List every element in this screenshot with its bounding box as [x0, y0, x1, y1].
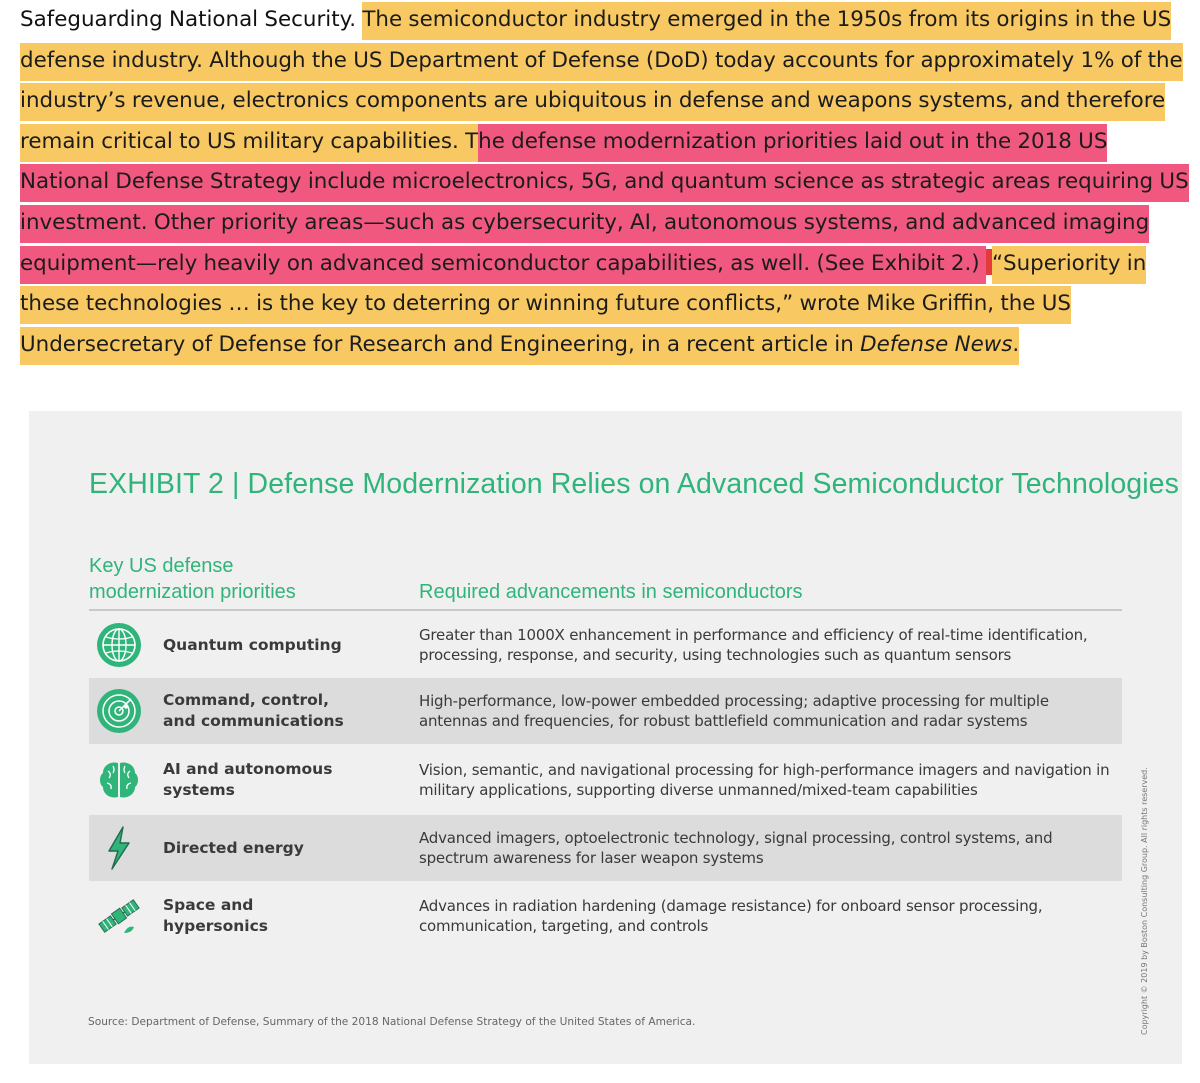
highlight-yellow-2: Superiority in these technologies … is the key to deterring or winning future conflicts,” wrote Mike Griffin, the US Undersecretary of Defense for Research and Engineering, in a recent article in	[20, 246, 1146, 365]
priority-label: Directed energy	[163, 838, 304, 857]
brain-icon	[96, 757, 142, 803]
priority-label: Quantum computing	[163, 635, 342, 654]
exhibit-panel	[29, 411, 1182, 1064]
source-note: Source: Department of Defense, Summary of the 2018 National Defense Strategy of the United States of America.	[88, 1016, 696, 1028]
lead-period: .	[349, 7, 357, 32]
header-divider	[89, 609, 1122, 611]
requirement-text: Vision, semantic, and navigational processing for high-performance imagers and navigation in military applications, supporting diverse unmanned/mixed-team capabilities	[419, 761, 1110, 799]
table-row	[89, 883, 1122, 949]
highlight-yellow-1: The semiconductor industry emerged in the 1950s from its origins in the US defense industry. Although the US Department of Defense (DoD) today accounts for approximately 1% of the industry’s revenue, electronics components are ubiquitous in defense and weapons systems, and therefore remain critical to US military capabilities. T	[20, 2, 1183, 162]
table-row	[89, 747, 1122, 813]
copyright-note: Copyright © 2019 by Boston Consulting Group. All rights reserved.	[1140, 767, 1149, 1035]
requirement-text: Advanced imagers, optoelectronic technology, signal processing, control systems, and spectrum awareness for laser weapon systems	[419, 829, 1053, 867]
publication-name: Defense News	[860, 327, 1012, 365]
requirement-text: Greater than 1000X enhancement in performance and efficiency of real-time identification, processing, response, and security, using technologies such as quantum sensors	[419, 626, 1088, 664]
radar-icon	[96, 688, 142, 734]
satellite-icon	[96, 893, 142, 939]
globe-icon	[96, 622, 142, 668]
lightning-icon	[96, 825, 142, 871]
requirement-text: Advances in radiation hardening (damage resistance) for onboard sensor processing, communication, targeting, and controls	[419, 897, 1043, 935]
table-row	[89, 612, 1122, 678]
priority-label: AI and autonomous systems	[163, 760, 333, 799]
requirement-text: High-performance, low-power embedded processing; adaptive processing for multiple antennas and frequencies, for robust battlefield communication and radar systems	[419, 692, 1049, 730]
section-lead: Safeguarding National Security	[20, 7, 350, 32]
priority-label: Command, control, and communications	[163, 691, 344, 730]
priorities-column-header: Key US defense modernization priorities	[89, 555, 296, 603]
priority-label: Space and hypersonics	[163, 896, 269, 935]
table-row	[89, 678, 1122, 744]
highlight-yellow-quote-open: “	[992, 246, 1003, 284]
highlight-yellow-end: .	[1012, 327, 1019, 365]
table-row	[89, 815, 1122, 881]
article-paragraph	[20, 0, 1190, 365]
requirements-column-header: Required advancements in semiconductors	[419, 581, 803, 603]
exhibit-title: EXHIBIT 2 | Defense Modernization Relies on Advanced Semiconductor Technologies	[89, 468, 1179, 500]
highlight-pink: he defense modernization priorities laid out in the 2018 US National Defense Strategy include microelectronics, 5G, and quantum science as strategic areas requiring US investment. Other priority areas—such as cybersecurity, AI, autonomous systems, and advanced imaging equipment—rely heavily on advanced semiconductor capabilities, as well. (See Exhibit 2.)	[20, 124, 1189, 284]
